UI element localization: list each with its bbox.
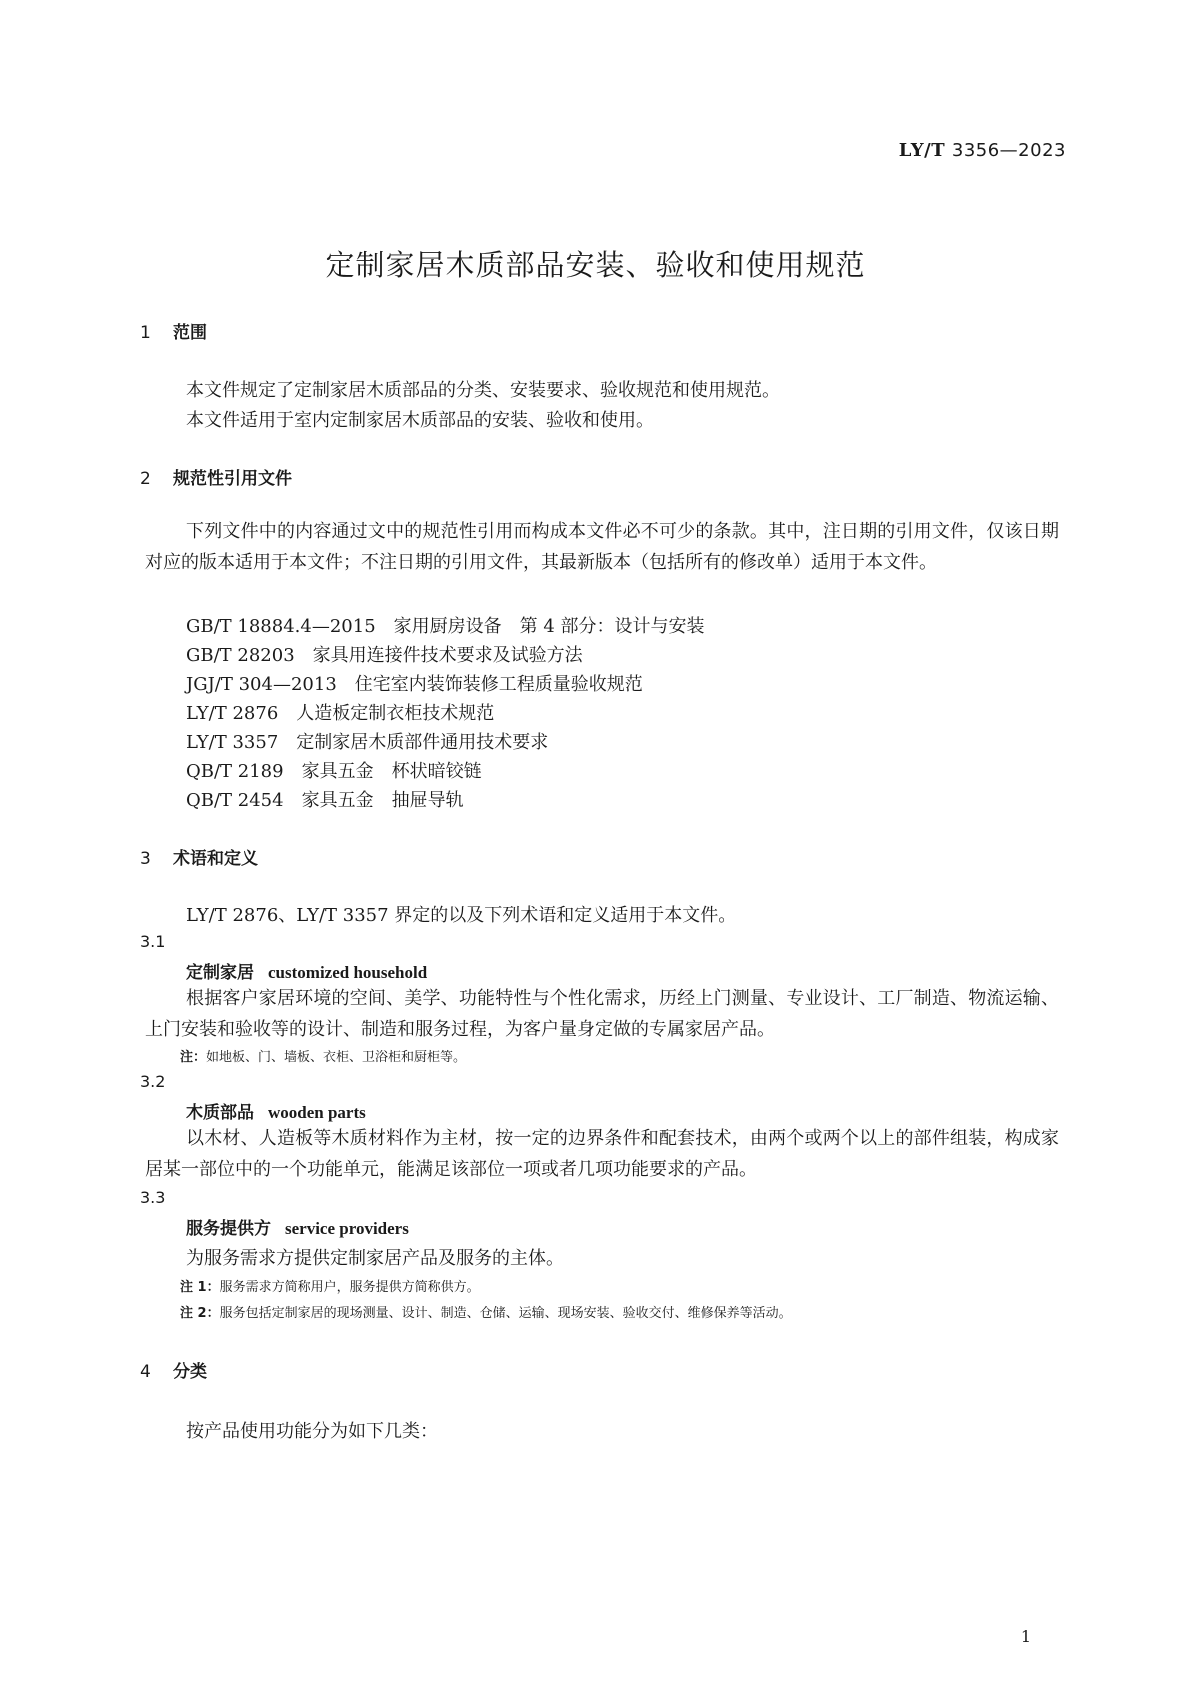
term-chinese: 木质部品 xyxy=(186,1103,254,1123)
document-title: 定制家居木质部品安装、验收和使用规范 xyxy=(325,248,866,282)
section-1-paragraph-2: 本文件适用于室内定制家居木质部品的安装、验收和使用。 xyxy=(186,410,654,431)
reference-item xyxy=(186,757,482,783)
reference-name: 住宅室内装饰装修工程质量验收规范 xyxy=(354,674,643,695)
section-title: 分类 xyxy=(173,1362,207,1382)
reference-code: QB/T 2189 xyxy=(186,761,284,782)
section-3-intro: LY/T 2876、LY/T 3357 界定的以及下列术语和定义适用于本文件。 xyxy=(186,905,737,926)
section-number: 1 xyxy=(140,323,151,343)
section-title: 规范性引用文件 xyxy=(173,469,292,489)
section-title: 术语和定义 xyxy=(173,849,258,869)
section-1-paragraph-1: 本文件规定了定制家居木质部品的分类、安装要求、验收规范和使用规范。 xyxy=(186,380,780,401)
note-text: 服务包括定制家居的现场测量、设计、制造、仓储、运输、现场安装、验收交付、维修保养等活动。 xyxy=(219,1306,792,1321)
page-number: 1 xyxy=(1020,1627,1031,1646)
term-note-1 xyxy=(180,1276,480,1295)
reference-item xyxy=(186,641,583,667)
reference-name: 家具五金 杯状暗铰链 xyxy=(301,761,482,782)
note-text: 如地板、门、墙板、衣柜、卫浴柜和厨柜等。 xyxy=(206,1050,467,1065)
section-4-heading xyxy=(140,1357,207,1382)
term-note-2 xyxy=(180,1302,792,1321)
reference-code: GB/T 18884.4—2015 xyxy=(186,616,376,637)
section-2-heading xyxy=(140,464,292,489)
term-number: 3.2 xyxy=(140,1072,166,1091)
reference-code: QB/T 2454 xyxy=(186,790,284,811)
reference-code: GB/T 28203 xyxy=(186,645,295,666)
reference-name: 定制家居木质部件通用技术要求 xyxy=(296,732,549,753)
section-2-intro: 下列文件中的内容通过文中的规范性引用而构成本文件必不可少的条款。其中，注日期的引用文件，仅该日期对应的版本适用于本文件；不注日期的引用文件，其最新版本（包括所有的修改单）适用于本文件。 xyxy=(145,521,1059,573)
section-title: 范围 xyxy=(173,323,207,343)
reference-name: 家用厨房设备 第 4 部分：设计与安装 xyxy=(393,616,705,637)
section-number: 4 xyxy=(140,1362,151,1382)
term-note xyxy=(180,1046,466,1065)
section-4-paragraph-1: 按产品使用功能分为如下几类： xyxy=(186,1421,438,1442)
note-label: 注 1： xyxy=(180,1280,220,1295)
note-text: 服务需求方简称用户，服务提供方简称供方。 xyxy=(219,1280,480,1295)
term-definition: 以木材、人造板等木质材料作为主材，按一定的边界条件和配套技术，由两个或两个以上的部件组装，构成家居某一部位中的一个功能单元，能满足该部位一项或者几项功能要求的产品。 xyxy=(145,1128,1059,1180)
reference-item xyxy=(186,699,494,725)
reference-name: 家具五金 抽屉导轨 xyxy=(301,790,464,811)
term-heading xyxy=(186,958,427,983)
note-label: 注 2： xyxy=(180,1306,220,1321)
term-heading xyxy=(186,1214,409,1239)
standard-number xyxy=(899,140,1066,161)
standard-prefix: LY/T xyxy=(898,140,946,161)
section-3-heading xyxy=(140,844,258,869)
reference-code: LY/T 3357 xyxy=(186,732,279,753)
term-number: 3.3 xyxy=(140,1188,166,1207)
term-chinese: 定制家居 xyxy=(186,963,254,983)
term-heading xyxy=(186,1098,366,1123)
reference-item xyxy=(186,612,705,638)
term-definition: 根据客户家居环境的空间、美学、功能特性与个性化需求，历经上门测量、专业设计、工厂制造、物流运输、上门安装和验收等的设计、制造和服务过程，为客户量身定做的专属家居产品。 xyxy=(145,988,1059,1040)
section-number: 2 xyxy=(140,469,151,489)
reference-code: JGJ/T 304—2013 xyxy=(186,674,337,695)
term-english: wooden parts xyxy=(268,1103,366,1122)
term-english: customized household xyxy=(268,963,428,982)
term-definition: 为服务需求方提供定制家居产品及服务的主体。 xyxy=(186,1248,564,1269)
section-number: 3 xyxy=(140,849,151,869)
reference-name: 家具用连接件技术要求及试验方法 xyxy=(312,645,583,666)
term-english: service providers xyxy=(285,1219,409,1238)
term-number: 3.1 xyxy=(140,932,166,951)
reference-item xyxy=(186,786,464,812)
note-label: 注： xyxy=(180,1050,207,1065)
reference-item xyxy=(186,670,643,696)
reference-code: LY/T 2876 xyxy=(186,703,279,724)
reference-item xyxy=(186,728,548,754)
reference-name: 人造板定制衣柜技术规范 xyxy=(296,703,495,724)
section-1-heading xyxy=(140,318,207,343)
standard-code: 3356—2023 xyxy=(951,140,1066,161)
term-chinese: 服务提供方 xyxy=(186,1219,271,1239)
